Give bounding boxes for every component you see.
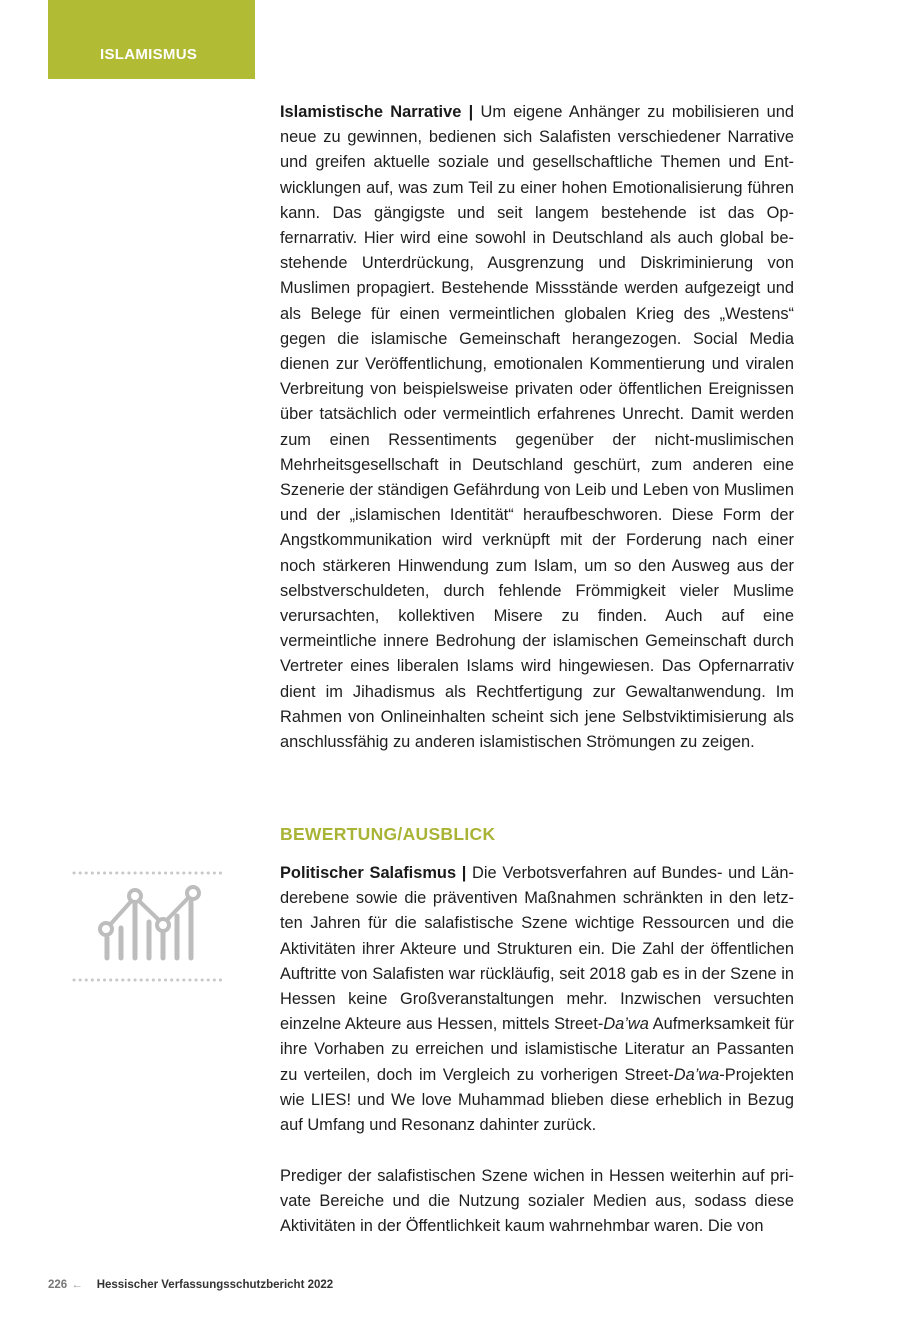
- page-footer: [48, 1279, 333, 1291]
- dawa-term: Da’wa: [603, 1015, 649, 1034]
- salafism-lead: Politischer Salafismus |: [280, 864, 467, 882]
- salafism-text-b: Aufmerksamkeit für ihre Vorhaben zu erreichen und islamistische Literatur an Passanten zu verteilen, doch im Vergleich zu vorherigen Street-: [280, 1015, 795, 1084]
- section-heading: BEWERTUNG/AUSBLICK: [280, 824, 496, 844]
- narrative-text: Um eigene Anhänger zu mobilisieren und neue zu gewinnen, bedienen sich Salafisten verschiedener Narrative und greifen aktuelle soziale und gesellschaftliche Themen und Entwicklungen auf, was zum Teil zu einer hohen Emotionalisierung führen kann. Das gängigste und seit langem bestehende ist das Opfernarrativ. Hier wird eine sowohl in Deutschland als auch global bestehende Unterdrückung, Ausgrenzung und Diskriminierung von Muslimen propagiert. Bestehende Missstände werden aufgezeigt und als Belege für einen vermeintlichen globalen Krieg des „Westens“ gegen die islamische Gemeinschaft herangezogen. Social Media dienen zur Veröffentlichung, emotionalen Kommentierung und viralen Verbreitung von beispielsweise privaten oder öffentlichen Ereignissen über tatsächlich oder vermeintlich erfahrenes Unrecht. Damit werden zum einen Ressentiments gegenüber der nicht-muslimischen Mehrheitsgesellschaft in Deutschland geschürt, zum anderen eine Szenerie der ständigen Gefährdung von Leib und Leben von Muslimen und der „islamischen Identität“ heraufbeschworen. Diese Form der Angstkommunikation wird verknüpft mit der Forderung nach einer noch stärkeren Hinwendung zum Islam, um so den Ausweg aus der selbstverschuldeten, durch fehlende Frömmigkeit vieler Muslime verursachten, kollektiven Misere zu finden. Auch auf eine vermeintliche innere Bedrohung der islamischen Gemeinschaft durch Vertreter eines liberalen Islams wird hingewiesen. Das Opfernarrativ dient im Jihadismus als Rechtfertigung zur Gewaltanwendung. Im Rahmen von Onlineinhalten scheint sich jene Selbstviktimisierung als anschlussfähig zu anderen islamistischen Strömungen zu zeigen.: [280, 103, 795, 752]
- salafism-text-c: -Projekten wie LIES! und We love Muhammad blieben diese erheblich in Bezug auf Umfang und Resonanz dahinter zurück.: [280, 1065, 794, 1135]
- preacher-paragraph: [280, 1164, 794, 1240]
- page-number: 226: [48, 1279, 68, 1291]
- publication-title: Hessischer Verfassungsschutzbericht 2022: [96, 1279, 334, 1291]
- section-tab: [48, 0, 255, 79]
- salafism-paragraph: [280, 861, 794, 1138]
- trend-chart-icon: [70, 866, 230, 988]
- back-arrow-icon[interactable]: ←: [71, 1279, 83, 1291]
- preacher-text: Prediger der salafistischen Szene wichen in Hessen weiterhin auf private Bereiche und die Nutzung sozialer Medien aus, sodass diese Aktivitäten in der Öffentlichkeit kaum wahrnehmbar waren. Die von: [280, 1167, 794, 1236]
- dawa-term: Da’wa: [673, 1065, 720, 1084]
- narrative-lead: Islamistische Narrative |: [280, 103, 474, 121]
- narrative-paragraph: [280, 100, 794, 755]
- section-label: ISLAMISMUS: [100, 46, 198, 63]
- salafism-text-a: Die Verbotsverfahren auf Bundes- und Länderebene sowie die präventiven Maßnahmen schränkten in den letzten Jahren für die salafistische Szene wichtige Ressourcen und die Aktivitäten ihrer Akteure und Strukturen ein. Die Zahl der öffentlichen Auftritte von Salafisten war rückläufig, seit 2018 gab es in der Szene in Hessen keine Großveranstaltungen mehr. Inzwischen versuchten einzelne Akteure aus Hessen, mittels Street-: [280, 864, 794, 1034]
